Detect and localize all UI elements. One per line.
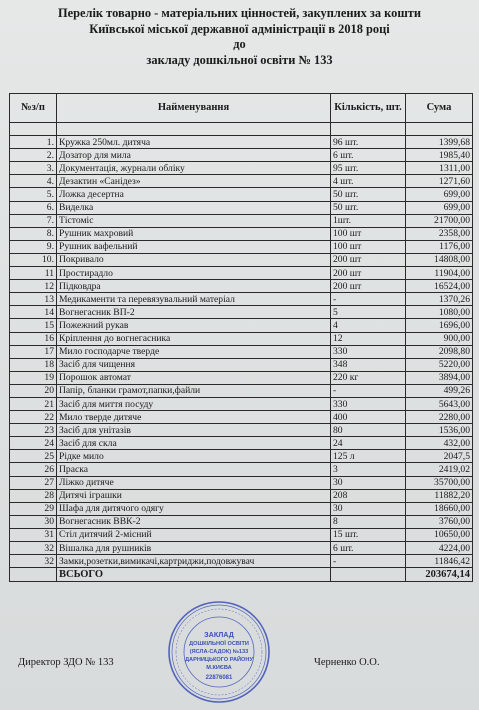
- row-quantity: -: [331, 293, 406, 306]
- row-number: 24: [10, 437, 57, 450]
- row-number: 16: [10, 332, 57, 345]
- row-name: Рушник вафельний: [57, 240, 331, 253]
- row-quantity: 200 шт: [331, 267, 406, 280]
- row-sum: 432,00: [406, 437, 473, 450]
- row-number: 2.: [10, 149, 57, 162]
- row-number: 14: [10, 306, 57, 319]
- row-quantity: 24: [331, 437, 406, 450]
- row-quantity: -: [331, 384, 406, 397]
- table-row: [10, 201, 473, 214]
- total-label: ВСЬОГО: [57, 568, 331, 582]
- row-name: Виделка: [57, 201, 331, 214]
- row-name: Шафа для дитячого одягу: [57, 502, 331, 515]
- total-quantity: [331, 568, 406, 582]
- row-sum: 11882,20: [406, 489, 473, 502]
- row-number: 31: [10, 528, 57, 541]
- title-line-2: Київської міської державної адміністрації в 2018 році: [89, 21, 390, 36]
- blank-row: [10, 123, 473, 136]
- row-number: 18: [10, 358, 57, 371]
- table-row: [10, 515, 473, 528]
- row-sum: 35700,00: [406, 476, 473, 489]
- row-sum: 5220,00: [406, 358, 473, 371]
- row-number: 29: [10, 502, 57, 515]
- row-number: 9.: [10, 240, 57, 253]
- row-sum: 3894,00: [406, 371, 473, 384]
- stamp-text-line: (ЯСЛА-САДОК) №133: [189, 649, 249, 655]
- row-name: Тістоміс: [57, 214, 331, 227]
- row-quantity: 6 шт.: [331, 149, 406, 162]
- row-name: Документація, журнали обліку: [57, 162, 331, 175]
- inventory-table: [9, 93, 473, 582]
- header-quantity: Кількість, шт.: [331, 94, 406, 123]
- row-sum: 499,26: [406, 384, 473, 397]
- row-quantity: 348: [331, 358, 406, 371]
- table-header-row: [10, 94, 473, 123]
- row-name: Праска: [57, 463, 331, 476]
- row-number: 23: [10, 424, 57, 437]
- row-name: Простирадло: [57, 267, 331, 280]
- row-quantity: 50 шт.: [331, 188, 406, 201]
- document-title: [0, 6, 479, 68]
- official-stamp: [167, 600, 271, 704]
- row-name: Вогнегасник ВП-2: [57, 306, 331, 319]
- row-sum: 21700,00: [406, 214, 473, 227]
- row-sum: 16524,00: [406, 280, 473, 293]
- row-quantity: 95 шт.: [331, 162, 406, 175]
- table-row: [10, 149, 473, 162]
- row-name: Кріплення до вогнегасника: [57, 332, 331, 345]
- row-name: Засіб для унітазів: [57, 424, 331, 437]
- table-row: [10, 188, 473, 201]
- row-name: Покривало: [57, 253, 331, 266]
- row-number: 13: [10, 293, 57, 306]
- row-number: 1.: [10, 136, 57, 149]
- row-name: Засіб для скла: [57, 437, 331, 450]
- table-row: [10, 437, 473, 450]
- row-sum: 4224,00: [406, 542, 473, 555]
- row-quantity: 30: [331, 476, 406, 489]
- row-name: Папір, бланки грамот,папки,файли: [57, 384, 331, 397]
- table-row: [10, 542, 473, 555]
- stamp-text-line: ДОШКІЛЬНОЇ ОСВІТИ: [189, 641, 249, 647]
- row-name: Ліжко дитяче: [57, 476, 331, 489]
- row-name: Підковдра: [57, 280, 331, 293]
- row-quantity: -: [331, 555, 406, 568]
- row-number: 8.: [10, 227, 57, 240]
- row-sum: 1370,26: [406, 293, 473, 306]
- table-row: [10, 253, 473, 266]
- row-sum: 1985,40: [406, 149, 473, 162]
- row-number: 32: [10, 555, 57, 568]
- row-name: Рідке мило: [57, 450, 331, 463]
- table-row: [10, 555, 473, 568]
- row-quantity: 220 кг: [331, 371, 406, 384]
- row-quantity: 4 шт.: [331, 175, 406, 188]
- row-sum: 2098,80: [406, 345, 473, 358]
- row-sum: 5643,00: [406, 397, 473, 410]
- row-sum: 14808,00: [406, 253, 473, 266]
- row-quantity: 5: [331, 306, 406, 319]
- header-name: Найменування: [57, 94, 331, 123]
- row-number: 25: [10, 450, 57, 463]
- row-quantity: 15 шт.: [331, 528, 406, 541]
- row-sum: 18660,00: [406, 502, 473, 515]
- row-number: 32: [10, 542, 57, 555]
- row-quantity: 8: [331, 515, 406, 528]
- table-row: [10, 371, 473, 384]
- row-number: 21: [10, 397, 57, 410]
- row-sum: 1696,00: [406, 319, 473, 332]
- director-label: Директор ЗДО № 133: [18, 657, 114, 668]
- title-line-1: Перелік товарно - матеріальних цінностей, закуплених за кошти: [57, 6, 422, 20]
- header-sum: Сума: [406, 94, 473, 123]
- row-sum: 1311,00: [406, 162, 473, 175]
- title-line-3: до: [233, 37, 246, 51]
- row-name: Медикаменти та перевязувальний матеріал: [57, 293, 331, 306]
- row-quantity: 125 л: [331, 450, 406, 463]
- row-quantity: 80: [331, 424, 406, 437]
- row-sum: 2419,02: [406, 463, 473, 476]
- row-number: 5.: [10, 188, 57, 201]
- header-number: №з/п: [10, 94, 57, 123]
- row-name: Порошок автомат: [57, 371, 331, 384]
- table-row: [10, 397, 473, 410]
- row-name: Ложка десертна: [57, 188, 331, 201]
- row-number: 4.: [10, 175, 57, 188]
- table-row: [10, 502, 473, 515]
- row-name: Вішалка для рушників: [57, 542, 331, 555]
- table-body: [10, 123, 473, 582]
- row-name: Вогнегасник ВВК-2: [57, 515, 331, 528]
- row-number: 27: [10, 476, 57, 489]
- row-sum: 3760,00: [406, 515, 473, 528]
- total-spacer: [10, 568, 57, 582]
- row-name: Засіб для миття посуду: [57, 397, 331, 410]
- row-sum: 2047,5: [406, 450, 473, 463]
- row-sum: 11846,42: [406, 555, 473, 568]
- row-sum: 900,00: [406, 332, 473, 345]
- stamp-code: 22876081: [205, 675, 233, 681]
- total-row: [10, 568, 473, 582]
- row-quantity: 6 шт.: [331, 542, 406, 555]
- row-quantity: 200 шт: [331, 253, 406, 266]
- row-number: 17: [10, 345, 57, 358]
- row-quantity: 50 шт.: [331, 201, 406, 214]
- row-sum: 1080,00: [406, 306, 473, 319]
- table-row: [10, 450, 473, 463]
- row-number: 7.: [10, 214, 57, 227]
- row-number: 19: [10, 371, 57, 384]
- row-quantity: 330: [331, 397, 406, 410]
- table-row: [10, 411, 473, 424]
- row-quantity: 4: [331, 319, 406, 332]
- row-name: Дозатор для мила: [57, 149, 331, 162]
- row-quantity: 100 шт: [331, 227, 406, 240]
- row-number: 28: [10, 489, 57, 502]
- row-sum: 1399,68: [406, 136, 473, 149]
- row-name: Рушник махровий: [57, 227, 331, 240]
- row-number: 22: [10, 411, 57, 424]
- row-name: Мило господарче тверде: [57, 345, 331, 358]
- row-quantity: 30: [331, 502, 406, 515]
- table-row: [10, 227, 473, 240]
- table-row: [10, 214, 473, 227]
- table-row: [10, 162, 473, 175]
- row-name: Дезактин «Санідез»: [57, 175, 331, 188]
- table-row: [10, 293, 473, 306]
- row-sum: 1536,00: [406, 424, 473, 437]
- table-row: [10, 280, 473, 293]
- title-line-4: закладу дошкільної освіти № 133: [146, 52, 333, 67]
- table-row: [10, 528, 473, 541]
- table-row: [10, 345, 473, 358]
- row-sum: 10650,00: [406, 528, 473, 541]
- row-quantity: 400: [331, 411, 406, 424]
- table-row: [10, 384, 473, 397]
- table-row: [10, 358, 473, 371]
- row-sum: 2280,00: [406, 411, 473, 424]
- row-name: Дитячі іграшки: [57, 489, 331, 502]
- row-quantity: 100 шт: [331, 240, 406, 253]
- row-name: Замки,розетки,вимикачі,картриджи,подовжувач: [57, 555, 331, 568]
- row-number: 12: [10, 280, 57, 293]
- stamp-text-line: М.КИЄВА: [206, 665, 232, 671]
- row-number: 20: [10, 384, 57, 397]
- row-name: Кружка 250мл. дитяча: [57, 136, 331, 149]
- stamp-text-line: ДАРНИЦЬКОГО РАЙОНУ: [185, 657, 253, 663]
- row-sum: 1271,60: [406, 175, 473, 188]
- table-row: [10, 319, 473, 332]
- table-row: [10, 424, 473, 437]
- row-number: 3.: [10, 162, 57, 175]
- table-row: [10, 463, 473, 476]
- table-row: [10, 306, 473, 319]
- table-row: [10, 175, 473, 188]
- row-number: 6.: [10, 201, 57, 214]
- row-sum: 1176,00: [406, 240, 473, 253]
- row-sum: 11904,00: [406, 267, 473, 280]
- director-name: Черненко О.О.: [314, 657, 380, 668]
- row-quantity: 1шт.: [331, 214, 406, 227]
- row-name: Засіб для чищення: [57, 358, 331, 371]
- row-quantity: 330: [331, 345, 406, 358]
- row-quantity: 208: [331, 489, 406, 502]
- row-name: Мило тверде дитяче: [57, 411, 331, 424]
- table-row: [10, 136, 473, 149]
- table-row: [10, 332, 473, 345]
- row-name: Пожежний рукав: [57, 319, 331, 332]
- row-number: 26: [10, 463, 57, 476]
- row-number: 15: [10, 319, 57, 332]
- row-number: 30: [10, 515, 57, 528]
- table-row: [10, 476, 473, 489]
- row-quantity: 3: [331, 463, 406, 476]
- table-row: [10, 267, 473, 280]
- stamp-text-line: ЗАКЛАД: [204, 630, 234, 639]
- row-sum: 699,00: [406, 201, 473, 214]
- total-value: 203674,14: [406, 568, 473, 582]
- row-quantity: 12: [331, 332, 406, 345]
- row-number: 10.: [10, 253, 57, 266]
- row-sum: 2358,00: [406, 227, 473, 240]
- row-sum: 699,00: [406, 188, 473, 201]
- row-quantity: 96 шт.: [331, 136, 406, 149]
- table-row: [10, 240, 473, 253]
- row-number: 11: [10, 267, 57, 280]
- row-name: Стіл дитячий 2-місний: [57, 528, 331, 541]
- table-row: [10, 489, 473, 502]
- row-quantity: 200 шт: [331, 280, 406, 293]
